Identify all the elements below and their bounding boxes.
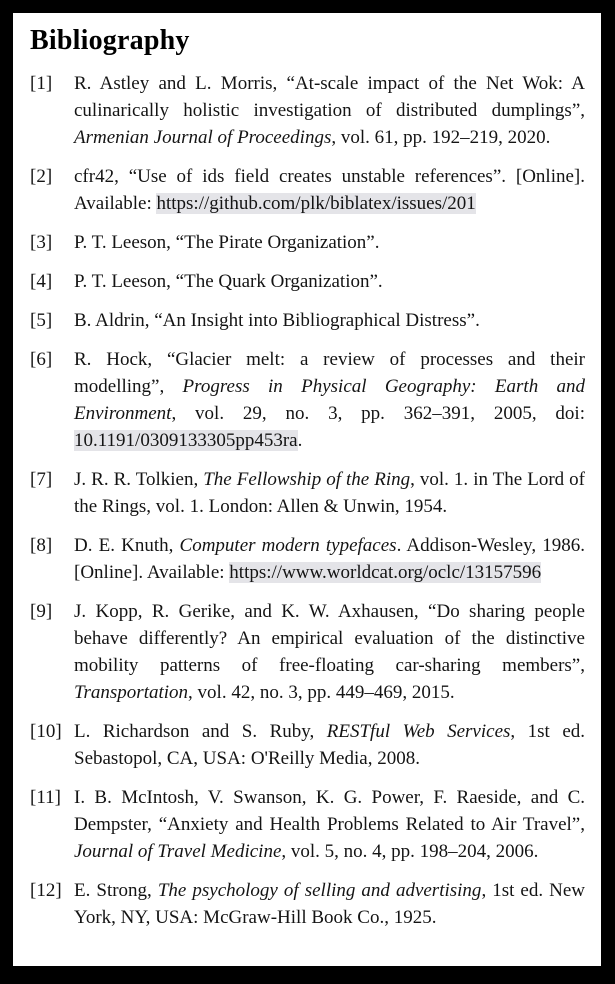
text-segment: B. Aldrin, “An Insight into Bibliographical Distress”.: [74, 310, 480, 331]
work-title-italic: RESTful Web Services: [326, 721, 511, 742]
work-title-italic: Armenian Journal of Proceedings: [74, 127, 332, 148]
hyperlink-highlight[interactable]: https://github.com/plk/biblatex/issues/201: [156, 193, 476, 214]
entry-label: [11]: [30, 787, 61, 808]
bibliography-entry: [30, 466, 585, 520]
entry-label: [12]: [30, 880, 62, 901]
text-segment: E. Strong,: [74, 880, 158, 901]
bibliography-entry: [30, 268, 585, 295]
entry-text: [74, 307, 585, 334]
hyperlink-highlight[interactable]: 10.1191/0309133305pp453ra: [74, 430, 298, 451]
text-segment: , vol. 42, no. 3, pp. 449–469, 2015.: [188, 682, 455, 703]
bibliography-entry: [30, 229, 585, 256]
bibliography-entry: [30, 346, 585, 454]
entry-label: [8]: [30, 535, 53, 556]
entry-label: [10]: [30, 721, 62, 742]
work-title-italic: The psychology of selling and advertising: [157, 880, 482, 901]
entry-text: [74, 598, 585, 706]
bibliography-entry: [30, 718, 585, 772]
entry-text: [74, 532, 585, 586]
bibliography-list: [30, 70, 585, 931]
entry-text: [74, 718, 585, 772]
page-title: Bibliography: [30, 25, 190, 56]
entry-label: [7]: [30, 469, 53, 490]
entry-text: [74, 877, 585, 931]
entry-text: [74, 229, 585, 256]
work-title-italic: Progress in Physical Geography: Earth and Environment: [74, 376, 585, 424]
work-title-italic: Computer modern typefaces: [179, 535, 397, 556]
text-segment: I. B. McIntosh, V. Swanson, K. G. Power, F. Raeside, and C. Dempster, “Anxiety and Health Problems Related to Air Travel”,: [74, 787, 585, 835]
text-segment: , vol. 5, no. 4, pp. 198–204, 2006.: [281, 841, 539, 862]
text-segment: , vol. 29, no. 3, pp. 362–391, 2005, doi:: [171, 403, 585, 424]
text-segment: R. Hock, “Glacier melt: a review of processes and their modelling”,: [74, 349, 585, 397]
entry-text: [74, 163, 585, 217]
work-title-italic: Transportation: [74, 682, 189, 703]
entry-label: [9]: [30, 601, 53, 622]
entry-label: [3]: [30, 232, 53, 253]
text-segment: , 1st ed. Sebastopol, CA, USA: O'Reilly Media, 2008.: [74, 721, 586, 769]
entry-text: [74, 466, 585, 520]
bibliography-entry: [30, 307, 585, 334]
entry-text: [74, 784, 585, 865]
text-segment: J. R. R. Tolkien,: [74, 469, 204, 490]
text-segment: , 1st ed. New York, NY, USA: McGraw-Hill Book Co., 1925.: [74, 880, 586, 928]
work-title-italic: Journal of Travel Medicine: [74, 841, 282, 862]
entry-label: [1]: [30, 73, 53, 94]
bibliography-entry: [30, 784, 585, 865]
entry-label: [5]: [30, 310, 53, 331]
text-segment: . Addison-Wesley, 1986. [Online]. Available:: [74, 535, 586, 583]
bibliography-entry: [30, 877, 585, 931]
entry-text: [74, 268, 585, 295]
text-segment: J. Kopp, R. Gerike, and K. W. Axhausen, “Do sharing people behave differently? An empirical evaluation of the distinctive mobility patterns of free-floating car-sharing members”,: [74, 601, 585, 676]
entry-label: [2]: [30, 166, 53, 187]
text-segment: cfr42, “Use of ids field creates unstable references”. [Online]. Available:: [74, 166, 585, 214]
text-segment: , vol. 1. in The Lord of the Rings, vol. 1. London: Allen & Unwin, 1954.: [74, 469, 585, 517]
bibliography-entry: [30, 598, 585, 706]
text-segment: , vol. 61, pp. 192–219, 2020.: [331, 127, 551, 148]
text-segment: P. T. Leeson, “The Quark Organization”.: [74, 271, 383, 292]
text-segment: R. Astley and L. Morris, “At-scale impact of the Net Wok: A culinarically holistic investigation of distributed dumplings”,: [74, 73, 585, 121]
bibliography-entry: [30, 163, 585, 217]
hyperlink-highlight[interactable]: https://www.worldcat.org/oclc/13157596: [229, 562, 542, 583]
entry-text: [74, 70, 585, 151]
text-segment: D. E. Knuth,: [74, 535, 180, 556]
text-segment: .: [297, 430, 303, 451]
bibliography-entry: [30, 70, 585, 151]
entry-label: [4]: [30, 271, 53, 292]
entry-text: [74, 346, 585, 454]
bibliography-entry: [30, 532, 585, 586]
document-page: [13, 13, 601, 966]
work-title-italic: The Fellowship of the Ring: [203, 469, 411, 490]
text-segment: P. T. Leeson, “The Pirate Organization”.: [74, 232, 380, 253]
entry-label: [6]: [30, 349, 53, 370]
text-segment: L. Richardson and S. Ruby,: [74, 721, 327, 742]
